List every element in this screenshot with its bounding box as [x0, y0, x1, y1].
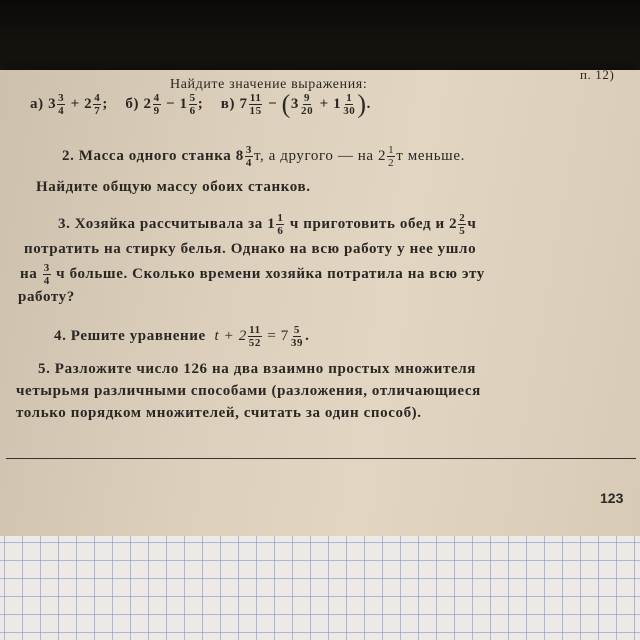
- fraction: $\frac{5}{6}$: [189, 92, 196, 117]
- fraction: $\frac{1}{30}$: [343, 92, 356, 117]
- dark-background-top: [0, 0, 640, 78]
- graph-paper-sheet: [0, 536, 640, 640]
- fraction: $\frac{3}{4}$: [43, 262, 50, 287]
- task1-line: а) 3 $\frac{3}{4}$ + 2 $\frac{4}{7}$ ; б) 2 $\frac{4}{9}$ − 1 $\frac{5}{6}$ ; в) 7 $\frac{11}{15}$ − (3 $\frac{9}{20}$ + 1 $\frac{1}{30}$ ).: [30, 89, 372, 119]
- task2-line2: Найдите общую массу обоих станков.: [36, 179, 311, 195]
- task5-line3: только порядком множителей, считать за один способ).: [16, 405, 422, 421]
- fraction: $\frac{5}{39}$: [290, 324, 304, 349]
- fraction: $\frac{11}{52}$: [248, 324, 261, 349]
- task5-line2: четырьмя различными способами (разложения, отличающиеся: [16, 383, 481, 399]
- header-clipped-ref: п. 12): [580, 67, 615, 82]
- task5-line1: 5. Разложите число 126 на два взаимно простых множителя: [38, 361, 476, 377]
- task3-line3: на $\frac{3}{4}$ ч больше. Сколько времени хозяйка потратила на всю эту: [20, 262, 485, 287]
- page-number: 123: [600, 490, 624, 506]
- fraction: $\frac{4}{7}$: [94, 92, 101, 117]
- task2-line1: 2. Масса одного станка 8 $\frac{3}{4}$ т, а другого — на 2 $\frac{1}{2}$ т меньше.: [62, 144, 465, 169]
- task3-line4: работу?: [18, 289, 75, 305]
- task3-line1: 3. Хозяйка рассчитывала за 1 $\frac{1}{6}$ ч приготовить обед и 2 $\frac{2}{5}$ ч: [58, 212, 477, 237]
- fraction: $\frac{3}{4}$: [58, 92, 65, 117]
- fraction: $\frac{1}{2}$: [388, 144, 395, 169]
- task4-line: 4. Решите уравнение t + 2 $\frac{11}{52}$ = 7 $\frac{5}{39}$ .: [54, 324, 310, 349]
- task3-line2: потратить на стирку белья. Однако на всю работу у нее ушло: [24, 241, 477, 257]
- fraction: $\frac{1}{6}$: [277, 212, 284, 237]
- page-divider-line: [6, 458, 636, 459]
- fraction: $\frac{4}{9}$: [153, 92, 160, 117]
- fraction: $\frac{9}{20}$: [301, 92, 314, 117]
- header-instruction: Найдите значение выражения:: [170, 77, 368, 92]
- fraction: $\frac{2}{5}$: [459, 212, 466, 237]
- fraction: $\frac{11}{15}$: [249, 92, 262, 117]
- textbook-page: [0, 70, 640, 540]
- fraction: $\frac{3}{4}$: [245, 144, 252, 169]
